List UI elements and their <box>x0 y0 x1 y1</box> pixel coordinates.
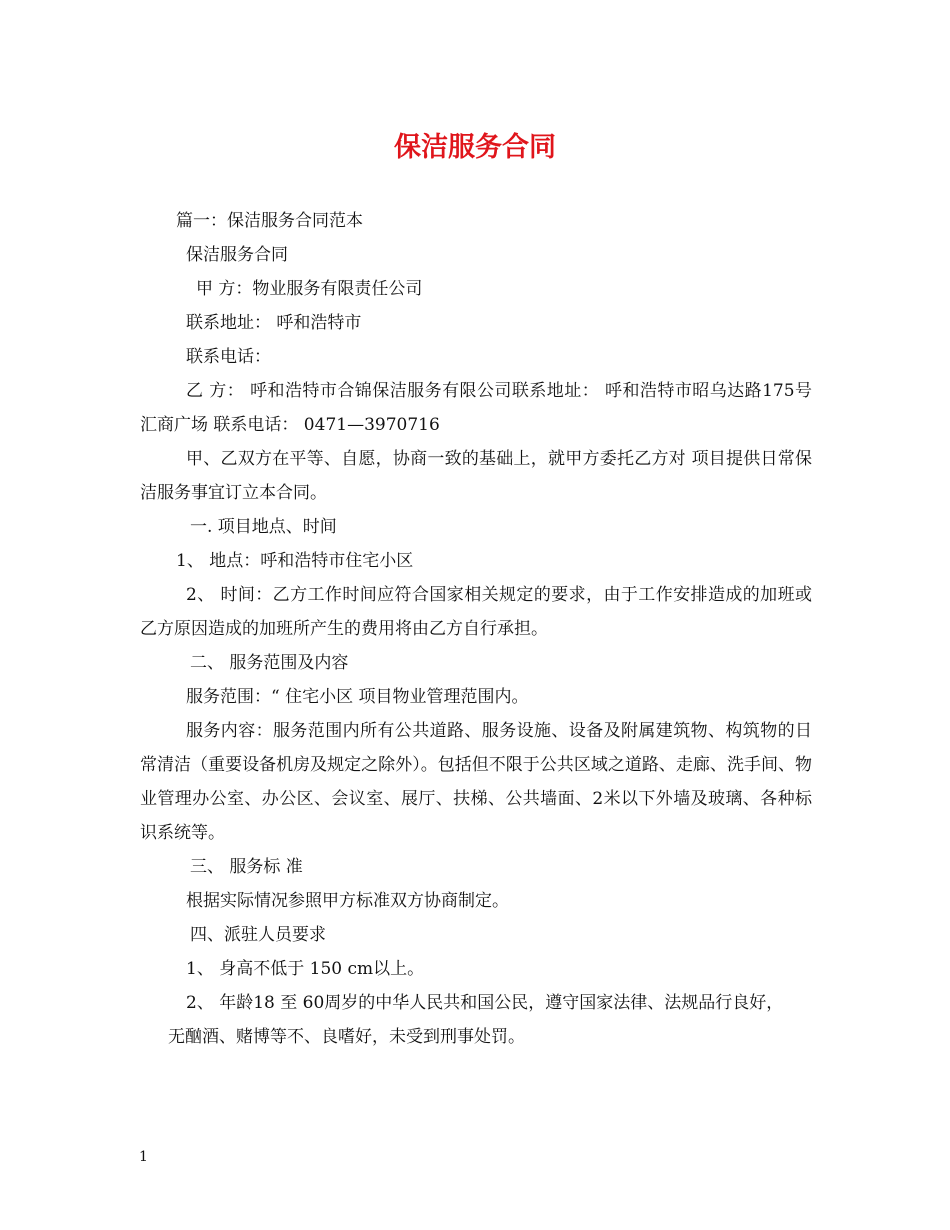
clause-1-item-2: 2、 时间：乙方工作时间应符合国家相关规定的要求，由于工作安排造成的加班或乙方原因造成的加班所产生的费用将由乙方自行承担。 <box>140 585 812 639</box>
clause-3-heading: 三、 服务标 准 <box>190 857 303 877</box>
clause-4-item-1: 1、 身高不低于 150 cm以上。 <box>186 959 425 979</box>
party-a-line: 甲 方：物业服务有限责任公司 <box>196 279 423 299</box>
clause-3-text: 根据实际情况参照甲方标准双方协商制定。 <box>186 891 509 911</box>
intro-paragraph: 甲、乙双方在平等、自愿，协商一致的基础上，就甲方委托乙方对 项目提供日常保洁服务事宜订立本合同。 <box>140 449 812 503</box>
contract-name: 保洁服务合同 <box>186 245 288 265</box>
clause-2-heading: 二、 服务范围及内容 <box>190 653 349 673</box>
section-heading: 篇一：保洁服务合同范本 <box>176 211 363 231</box>
clause-4-item-2: 2、 年龄18 至 60周岁的中华人民共和国公民，遵守国家法律、法规品行良好， <box>186 993 784 1013</box>
page-number: 1 <box>139 1149 148 1165</box>
party-a-phone: 联系电话： <box>186 347 271 367</box>
clause-4-heading: 四、派驻人员要求 <box>190 925 326 945</box>
service-content: 服务内容：服务范围内所有公共道路、服务设施、设备及附属建筑物、构筑物的日常清洁（重要设备机房及规定之除外）。包括但不限于公共区域之道路、走廊、洗手间、物业管理办公室、办公区、会议室、展厅、扶梯、公共墙面、2米以下外墙及玻璃、各种标识系统等。 <box>140 721 812 843</box>
party-b-paragraph: 乙 方： 呼和浩特市合锦保洁服务有限公司联系地址： 呼和浩特市昭乌达路175号汇商广场 联系电话： 0471—3970716 <box>140 381 812 435</box>
clause-1-heading: 一. 项目地点、时间 <box>190 517 337 537</box>
document-body <box>140 204 812 1054</box>
service-scope: 服务范围：“ 住宅小区 项目物业管理范围内。 <box>186 687 529 707</box>
party-a-address: 联系地址： 呼和浩特市 <box>186 313 362 333</box>
clause-1-item-1: 1、 地点：呼和浩特市住宅小区 <box>176 551 414 571</box>
document-title: 保洁服务合同 <box>394 132 556 163</box>
clause-4-item-2-cont: 无酗酒、赌博等不、良嗜好，未受到刑事处罚。 <box>168 1027 525 1047</box>
